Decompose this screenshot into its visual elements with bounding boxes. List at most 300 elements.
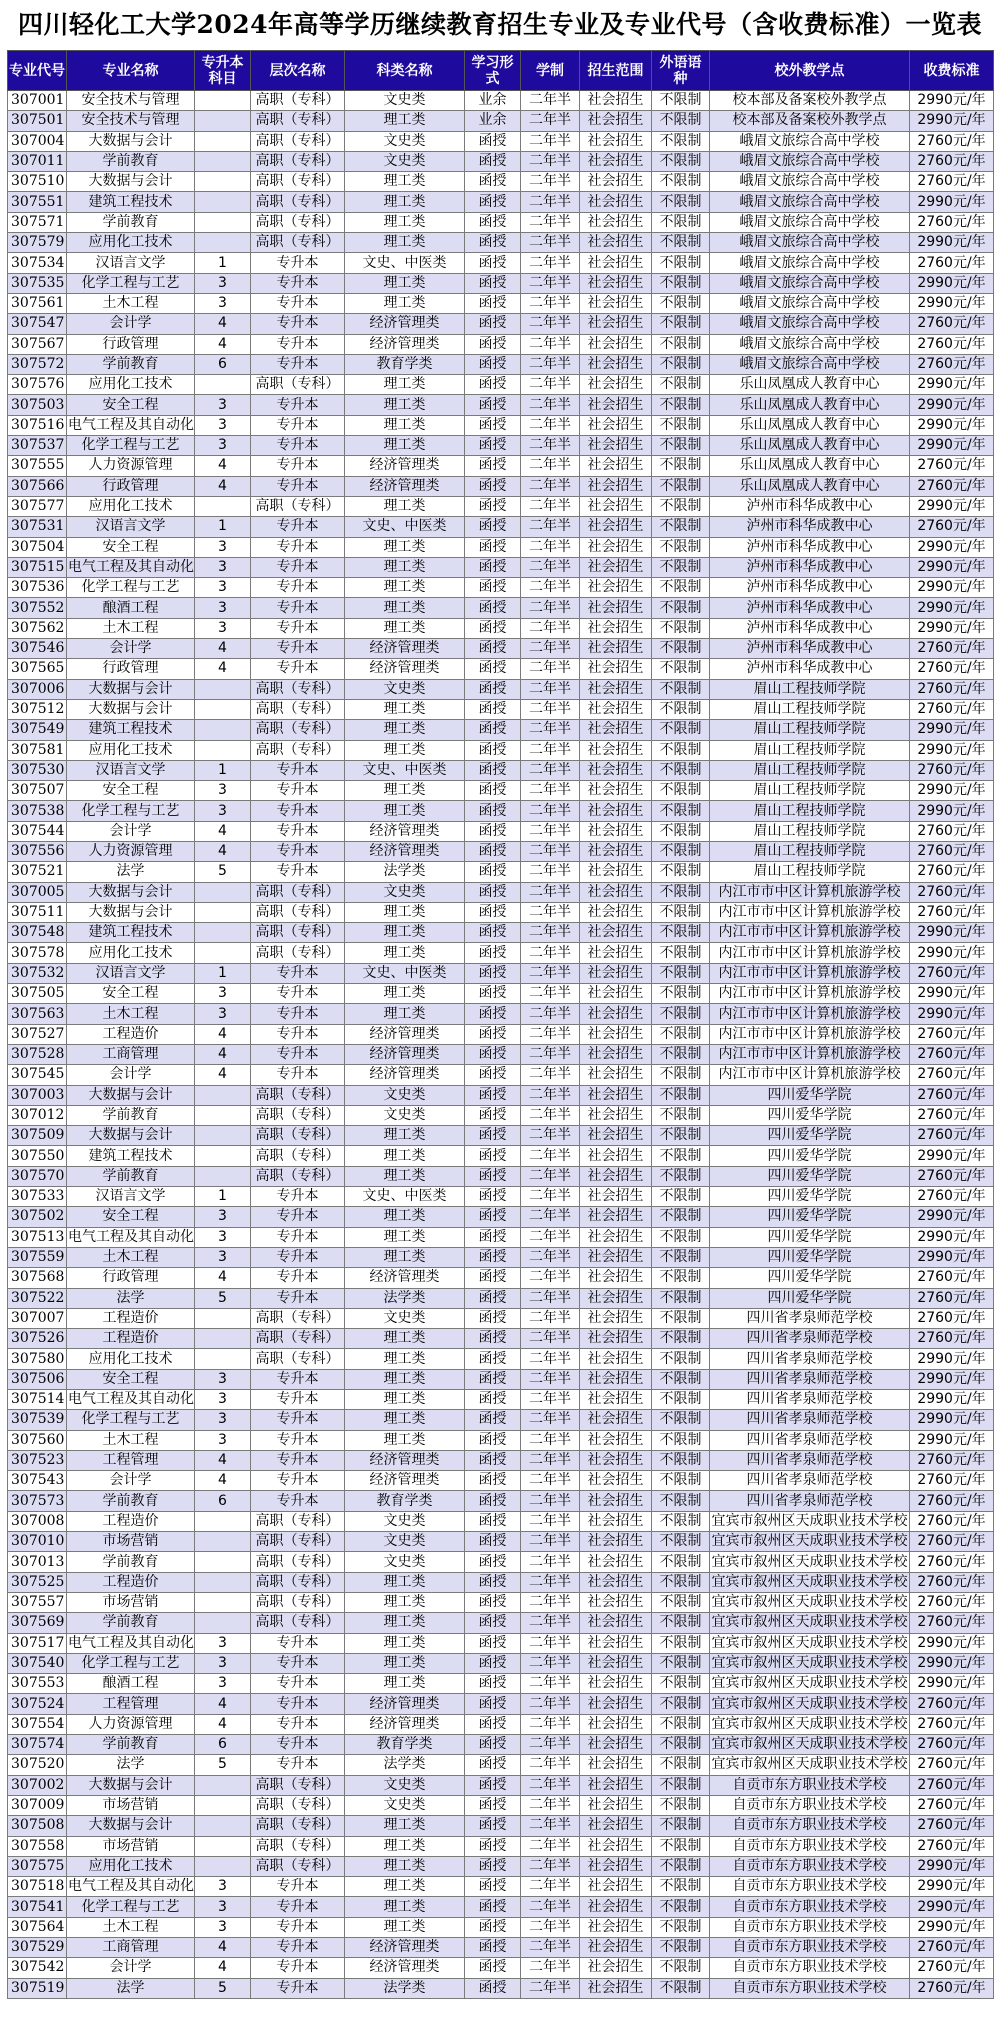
- cell-major-code: 307011: [8, 151, 67, 171]
- cell-study-form: 函授: [465, 821, 521, 841]
- cell-level: 专升本: [251, 1694, 345, 1714]
- cell-duration: 二年半: [521, 1958, 580, 1978]
- cell-level: 专升本: [251, 963, 345, 983]
- cell-duration: 二年半: [521, 1938, 580, 1958]
- cell-foreign-language: 不限制: [652, 882, 710, 902]
- cell-major-name: 学前教育: [67, 1613, 195, 1633]
- cell-study-form: 函授: [465, 1410, 521, 1430]
- cell-teaching-site: 泸州市科华成教中心: [710, 598, 910, 618]
- cell-category: 理工类: [345, 537, 465, 557]
- cell-teaching-site: 自贡市东方职业技术学校: [710, 1917, 910, 1937]
- cell-enrollment-scope: 社会招生: [580, 456, 652, 476]
- cell-duration: 二年半: [521, 963, 580, 983]
- cell-enrollment-scope: 社会招生: [580, 1471, 652, 1491]
- cell-duration: 二年半: [521, 293, 580, 313]
- cell-fee: 2760元/年: [910, 1166, 994, 1186]
- cell-duration: 二年半: [521, 1024, 580, 1044]
- header-study-form: 学习形式: [465, 51, 521, 91]
- cell-foreign-language: 不限制: [652, 212, 710, 232]
- cell-level: 高职（专科）: [251, 1592, 345, 1612]
- cell-foreign-language: 不限制: [652, 923, 710, 943]
- cell-teaching-site: 泸州市科华成教中心: [710, 517, 910, 537]
- cell-level: 专升本: [251, 862, 345, 882]
- cell-foreign-language: 不限制: [652, 821, 710, 841]
- cell-foreign-language: 不限制: [652, 1917, 710, 1937]
- cell-duration: 二年半: [521, 1085, 580, 1105]
- cell-major-name: 法学: [67, 1755, 195, 1775]
- cell-duration: 二年半: [521, 1430, 580, 1450]
- cell-exam-subject: [195, 151, 251, 171]
- cell-teaching-site: 峨眉文旅综合高中学校: [710, 354, 910, 374]
- cell-teaching-site: 四川省孝泉师范学校: [710, 1349, 910, 1369]
- cell-major-name: 大数据与会计: [67, 131, 195, 151]
- cell-enrollment-scope: 社会招生: [580, 760, 652, 780]
- cell-major-code: 307502: [8, 1207, 67, 1227]
- cell-fee: 2760元/年: [910, 1065, 994, 1085]
- cell-enrollment-scope: 社会招生: [580, 395, 652, 415]
- cell-level: 高职（专科）: [251, 943, 345, 963]
- cell-category: 理工类: [345, 598, 465, 618]
- cell-teaching-site: 自贡市东方职业技术学校: [710, 1938, 910, 1958]
- cell-duration: 二年半: [521, 1247, 580, 1267]
- cell-level: 专升本: [251, 1004, 345, 1024]
- cell-foreign-language: 不限制: [652, 760, 710, 780]
- cell-major-name: 汉语言文学: [67, 963, 195, 983]
- cell-category: 文史类: [345, 882, 465, 902]
- cell-teaching-site: 峨眉文旅综合高中学校: [710, 334, 910, 354]
- cell-category: 文史、中医类: [345, 253, 465, 273]
- table-row: [8, 375, 994, 395]
- cell-fee: 2760元/年: [910, 151, 994, 171]
- cell-study-form: 函授: [465, 496, 521, 516]
- cell-major-code: 307002: [8, 1775, 67, 1795]
- cell-enrollment-scope: 社会招生: [580, 923, 652, 943]
- cell-exam-subject: [195, 1816, 251, 1836]
- cell-major-code: 307574: [8, 1735, 67, 1755]
- cell-category: 理工类: [345, 1207, 465, 1227]
- cell-enrollment-scope: 社会招生: [580, 1633, 652, 1653]
- cell-category: 理工类: [345, 801, 465, 821]
- cell-major-code: 307565: [8, 659, 67, 679]
- cell-foreign-language: 不限制: [652, 1126, 710, 1146]
- cell-exam-subject: 3: [195, 578, 251, 598]
- cell-teaching-site: 自贡市东方职业技术学校: [710, 1816, 910, 1836]
- cell-exam-subject: [195, 1592, 251, 1612]
- cell-enrollment-scope: 社会招生: [580, 1613, 652, 1633]
- cell-exam-subject: 3: [195, 781, 251, 801]
- table-row: [8, 1735, 994, 1755]
- table-row: [8, 1329, 994, 1349]
- cell-category: 文史类: [345, 1085, 465, 1105]
- table-row: [8, 1755, 994, 1775]
- cell-foreign-language: 不限制: [652, 1187, 710, 1207]
- cell-major-name: 安全技术与管理: [67, 111, 195, 131]
- cell-major-name: 工商管理: [67, 1044, 195, 1064]
- cell-duration: 二年半: [521, 1329, 580, 1349]
- cell-category: 理工类: [345, 1410, 465, 1430]
- cell-duration: 二年半: [521, 1694, 580, 1714]
- cell-fee: 2760元/年: [910, 1044, 994, 1064]
- cell-level: 专升本: [251, 1450, 345, 1470]
- header-foreign-language: 外语语种: [652, 51, 710, 91]
- cell-major-code: 307503: [8, 395, 67, 415]
- cell-study-form: 函授: [465, 1004, 521, 1024]
- cell-teaching-site: 泸州市科华成教中心: [710, 557, 910, 577]
- cell-exam-subject: 3: [195, 1877, 251, 1897]
- cell-enrollment-scope: 社会招生: [580, 1592, 652, 1612]
- cell-study-form: 函授: [465, 1126, 521, 1146]
- cell-duration: 二年半: [521, 659, 580, 679]
- cell-fee: 2990元/年: [910, 395, 994, 415]
- cell-study-form: 函授: [465, 699, 521, 719]
- cell-level: 专升本: [251, 1268, 345, 1288]
- cell-enrollment-scope: 社会招生: [580, 1369, 652, 1389]
- cell-teaching-site: 眉山工程技师学院: [710, 720, 910, 740]
- cell-foreign-language: 不限制: [652, 1288, 710, 1308]
- cell-exam-subject: 5: [195, 1288, 251, 1308]
- cell-enrollment-scope: 社会招生: [580, 233, 652, 253]
- cell-foreign-language: 不限制: [652, 598, 710, 618]
- cell-enrollment-scope: 社会招生: [580, 131, 652, 151]
- cell-fee: 2990元/年: [910, 1247, 994, 1267]
- cell-category: 理工类: [345, 1836, 465, 1856]
- cell-major-code: 307510: [8, 172, 67, 192]
- cell-exam-subject: 1: [195, 963, 251, 983]
- table-row: [8, 273, 994, 293]
- cell-enrollment-scope: 社会招生: [580, 91, 652, 111]
- cell-level: 专升本: [251, 1065, 345, 1085]
- cell-category: 文史、中医类: [345, 1187, 465, 1207]
- cell-category: 理工类: [345, 1349, 465, 1369]
- cell-category: 理工类: [345, 1653, 465, 1673]
- table-row: [8, 517, 994, 537]
- cell-enrollment-scope: 社会招生: [580, 882, 652, 902]
- cell-study-form: 函授: [465, 1207, 521, 1227]
- cell-major-code: 307563: [8, 1004, 67, 1024]
- cell-exam-subject: 3: [195, 537, 251, 557]
- cell-teaching-site: 峨眉文旅综合高中学校: [710, 151, 910, 171]
- cell-major-name: 应用化工技术: [67, 1349, 195, 1369]
- cell-teaching-site: 眉山工程技师学院: [710, 679, 910, 699]
- table-row: [8, 537, 994, 557]
- cell-foreign-language: 不限制: [652, 1247, 710, 1267]
- cell-major-name: 学前教育: [67, 354, 195, 374]
- cell-level: 高职（专科）: [251, 1349, 345, 1369]
- cell-fee: 2990元/年: [910, 1856, 994, 1876]
- cell-teaching-site: 四川省孝泉师范学校: [710, 1450, 910, 1470]
- cell-duration: 二年半: [521, 375, 580, 395]
- cell-major-code: 307552: [8, 598, 67, 618]
- cell-exam-subject: [195, 1105, 251, 1125]
- cell-duration: 二年半: [521, 1633, 580, 1653]
- cell-fee: 2990元/年: [910, 1877, 994, 1897]
- table-row: [8, 618, 994, 638]
- cell-level: 专升本: [251, 1674, 345, 1694]
- cell-teaching-site: 宜宾市叙州区天成职业技术学校: [710, 1674, 910, 1694]
- cell-study-form: 函授: [465, 436, 521, 456]
- header-teaching-site: 校外教学点: [710, 51, 910, 91]
- cell-fee: 2990元/年: [910, 720, 994, 740]
- table-row: [8, 334, 994, 354]
- cell-foreign-language: 不限制: [652, 781, 710, 801]
- cell-study-form: 业余: [465, 91, 521, 111]
- cell-enrollment-scope: 社会招生: [580, 415, 652, 435]
- cell-level: 专升本: [251, 578, 345, 598]
- cell-exam-subject: 4: [195, 821, 251, 841]
- cell-category: 理工类: [345, 233, 465, 253]
- cell-duration: 二年半: [521, 436, 580, 456]
- cell-exam-subject: [195, 111, 251, 131]
- table-row: [8, 314, 994, 334]
- cell-level: 高职（专科）: [251, 91, 345, 111]
- table-row: [8, 1065, 994, 1085]
- cell-major-code: 307526: [8, 1329, 67, 1349]
- cell-duration: 二年半: [521, 1714, 580, 1734]
- header-enrollment-scope: 招生范围: [580, 51, 652, 91]
- cell-major-code: 307551: [8, 192, 67, 212]
- cell-enrollment-scope: 社会招生: [580, 1410, 652, 1430]
- cell-category: 文史类: [345, 1532, 465, 1552]
- cell-teaching-site: 眉山工程技师学院: [710, 821, 910, 841]
- cell-duration: 二年半: [521, 1227, 580, 1247]
- cell-teaching-site: 泸州市科华成教中心: [710, 578, 910, 598]
- cell-level: 高职（专科）: [251, 1532, 345, 1552]
- cell-level: 高职（专科）: [251, 720, 345, 740]
- cell-category: 文史类: [345, 1775, 465, 1795]
- cell-study-form: 函授: [465, 1227, 521, 1247]
- cell-major-name: 工程造价: [67, 1329, 195, 1349]
- cell-teaching-site: 四川省孝泉师范学校: [710, 1471, 910, 1491]
- cell-level: 专升本: [251, 659, 345, 679]
- cell-level: 高职（专科）: [251, 882, 345, 902]
- cell-major-code: 307518: [8, 1877, 67, 1897]
- cell-teaching-site: 内江市市中区计算机旅游学校: [710, 963, 910, 983]
- cell-category: 经济管理类: [345, 476, 465, 496]
- table-row: [8, 598, 994, 618]
- table-row: [8, 984, 994, 1004]
- cell-enrollment-scope: 社会招生: [580, 1897, 652, 1917]
- cell-teaching-site: 四川省孝泉师范学校: [710, 1410, 910, 1430]
- cell-exam-subject: 4: [195, 1450, 251, 1470]
- cell-enrollment-scope: 社会招生: [580, 1958, 652, 1978]
- cell-foreign-language: 不限制: [652, 517, 710, 537]
- cell-fee: 2760元/年: [910, 334, 994, 354]
- cell-major-name: 大数据与会计: [67, 172, 195, 192]
- cell-duration: 二年半: [521, 334, 580, 354]
- cell-category: 理工类: [345, 720, 465, 740]
- cell-fee: 2760元/年: [910, 1755, 994, 1775]
- cell-level: 高职（专科）: [251, 699, 345, 719]
- cell-major-code: 307516: [8, 415, 67, 435]
- cell-level: 专升本: [251, 415, 345, 435]
- cell-major-code: 307508: [8, 1816, 67, 1836]
- cell-fee: 2990元/年: [910, 1917, 994, 1937]
- cell-category: 文史、中医类: [345, 760, 465, 780]
- cell-foreign-language: 不限制: [652, 841, 710, 861]
- cell-enrollment-scope: 社会招生: [580, 801, 652, 821]
- cell-major-code: 307006: [8, 679, 67, 699]
- cell-fee: 2760元/年: [910, 1592, 994, 1612]
- cell-fee: 2760元/年: [910, 1694, 994, 1714]
- cell-enrollment-scope: 社会招生: [580, 841, 652, 861]
- cell-exam-subject: 4: [195, 1024, 251, 1044]
- cell-fee: 2990元/年: [910, 1430, 994, 1450]
- cell-study-form: 函授: [465, 172, 521, 192]
- cell-category: 理工类: [345, 902, 465, 922]
- cell-enrollment-scope: 社会招生: [580, 1430, 652, 1450]
- cell-exam-subject: 3: [195, 1917, 251, 1937]
- cell-duration: 二年半: [521, 1978, 580, 1998]
- cell-foreign-language: 不限制: [652, 1775, 710, 1795]
- cell-fee: 2760元/年: [910, 1532, 994, 1552]
- cell-major-name: 学前教育: [67, 1105, 195, 1125]
- cell-fee: 2760元/年: [910, 1775, 994, 1795]
- cell-study-form: 函授: [465, 476, 521, 496]
- cell-exam-subject: 3: [195, 1004, 251, 1024]
- cell-exam-subject: [195, 1613, 251, 1633]
- cell-fee: 2990元/年: [910, 1653, 994, 1673]
- cell-level: 专升本: [251, 293, 345, 313]
- cell-category: 理工类: [345, 557, 465, 577]
- cell-foreign-language: 不限制: [652, 1430, 710, 1450]
- cell-level: 专升本: [251, 1938, 345, 1958]
- cell-foreign-language: 不限制: [652, 415, 710, 435]
- cell-foreign-language: 不限制: [652, 1897, 710, 1917]
- cell-major-code: 307575: [8, 1856, 67, 1876]
- cell-major-code: 307514: [8, 1390, 67, 1410]
- cell-fee: 2990元/年: [910, 111, 994, 131]
- cell-teaching-site: 峨眉文旅综合高中学校: [710, 212, 910, 232]
- cell-enrollment-scope: 社会招生: [580, 943, 652, 963]
- cell-fee: 2760元/年: [910, 841, 994, 861]
- table-row: [8, 91, 994, 111]
- cell-level: 高职（专科）: [251, 1816, 345, 1836]
- cell-fee: 2990元/年: [910, 1349, 994, 1369]
- cell-enrollment-scope: 社会招生: [580, 1572, 652, 1592]
- cell-major-name: 电气工程及其自动化: [67, 1390, 195, 1410]
- table-row: [8, 436, 994, 456]
- cell-category: 经济管理类: [345, 841, 465, 861]
- cell-fee: 2990元/年: [910, 557, 994, 577]
- cell-foreign-language: 不限制: [652, 1714, 710, 1734]
- cell-level: 高职（专科）: [251, 496, 345, 516]
- cell-foreign-language: 不限制: [652, 1816, 710, 1836]
- cell-level: 专升本: [251, 639, 345, 659]
- cell-foreign-language: 不限制: [652, 1938, 710, 1958]
- cell-level: 高职（专科）: [251, 192, 345, 212]
- cell-exam-subject: [195, 1795, 251, 1815]
- cell-enrollment-scope: 社会招生: [580, 537, 652, 557]
- cell-study-form: 函授: [465, 1592, 521, 1612]
- cell-foreign-language: 不限制: [652, 984, 710, 1004]
- cell-fee: 2990元/年: [910, 1633, 994, 1653]
- cell-duration: 二年半: [521, 618, 580, 638]
- cell-category: 理工类: [345, 1227, 465, 1247]
- cell-category: 理工类: [345, 1430, 465, 1450]
- cell-exam-subject: 3: [195, 1674, 251, 1694]
- cell-study-form: 函授: [465, 1187, 521, 1207]
- cell-major-name: 工程造价: [67, 1511, 195, 1531]
- cell-teaching-site: 自贡市东方职业技术学校: [710, 1795, 910, 1815]
- cell-level: 专升本: [251, 1653, 345, 1673]
- cell-enrollment-scope: 社会招生: [580, 1085, 652, 1105]
- cell-exam-subject: [195, 1511, 251, 1531]
- cell-duration: 二年半: [521, 801, 580, 821]
- cell-enrollment-scope: 社会招生: [580, 1978, 652, 1998]
- cell-level: 专升本: [251, 537, 345, 557]
- cell-major-name: 大数据与会计: [67, 882, 195, 902]
- cell-fee: 2760元/年: [910, 821, 994, 841]
- cell-major-name: 学前教育: [67, 1552, 195, 1572]
- cell-study-form: 业余: [465, 111, 521, 131]
- cell-exam-subject: [195, 1572, 251, 1592]
- cell-enrollment-scope: 社会招生: [580, 1532, 652, 1552]
- cell-exam-subject: [195, 923, 251, 943]
- cell-category: 理工类: [345, 1146, 465, 1166]
- cell-study-form: 函授: [465, 1836, 521, 1856]
- cell-duration: 二年半: [521, 557, 580, 577]
- cell-enrollment-scope: 社会招生: [580, 1044, 652, 1064]
- cell-category: 理工类: [345, 111, 465, 131]
- cell-enrollment-scope: 社会招生: [580, 902, 652, 922]
- cell-exam-subject: 1: [195, 517, 251, 537]
- cell-study-form: 函授: [465, 740, 521, 760]
- cell-level: 专升本: [251, 1633, 345, 1653]
- cell-major-code: 307568: [8, 1268, 67, 1288]
- cell-foreign-language: 不限制: [652, 537, 710, 557]
- cell-major-name: 化学工程与工艺: [67, 436, 195, 456]
- table-row: [8, 1166, 994, 1186]
- cell-enrollment-scope: 社会招生: [580, 517, 652, 537]
- cell-fee: 2760元/年: [910, 1126, 994, 1146]
- cell-enrollment-scope: 社会招生: [580, 639, 652, 659]
- cell-duration: 二年半: [521, 131, 580, 151]
- cell-teaching-site: 四川爱华学院: [710, 1105, 910, 1125]
- cell-teaching-site: 峨眉文旅综合高中学校: [710, 131, 910, 151]
- cell-teaching-site: 四川爱华学院: [710, 1268, 910, 1288]
- cell-major-code: 307545: [8, 1065, 67, 1085]
- cell-major-code: 307580: [8, 1349, 67, 1369]
- cell-major-code: 307543: [8, 1471, 67, 1491]
- cell-level: 专升本: [251, 1247, 345, 1267]
- cell-study-form: 函授: [465, 151, 521, 171]
- cell-teaching-site: 宜宾市叙州区天成职业技术学校: [710, 1735, 910, 1755]
- cell-study-form: 函授: [465, 1085, 521, 1105]
- cell-major-name: 会计学: [67, 1958, 195, 1978]
- cell-teaching-site: 内江市市中区计算机旅游学校: [710, 984, 910, 1004]
- cell-category: 理工类: [345, 1369, 465, 1389]
- cell-foreign-language: 不限制: [652, 639, 710, 659]
- table-row: [8, 1795, 994, 1815]
- cell-study-form: 函授: [465, 1856, 521, 1876]
- cell-exam-subject: 4: [195, 1714, 251, 1734]
- cell-duration: 二年半: [521, 1308, 580, 1328]
- cell-foreign-language: 不限制: [652, 1146, 710, 1166]
- cell-enrollment-scope: 社会招生: [580, 984, 652, 1004]
- cell-enrollment-scope: 社会招生: [580, 172, 652, 192]
- cell-level: 专升本: [251, 456, 345, 476]
- cell-category: 理工类: [345, 1166, 465, 1186]
- cell-teaching-site: 乐山凤凰成人教育中心: [710, 415, 910, 435]
- cell-level: 专升本: [251, 1471, 345, 1491]
- cell-category: 文史类: [345, 679, 465, 699]
- cell-foreign-language: 不限制: [652, 801, 710, 821]
- cell-enrollment-scope: 社会招生: [580, 1735, 652, 1755]
- table-row: [8, 1653, 994, 1673]
- cell-study-form: 函授: [465, 557, 521, 577]
- cell-foreign-language: 不限制: [652, 1390, 710, 1410]
- cell-foreign-language: 不限制: [652, 1044, 710, 1064]
